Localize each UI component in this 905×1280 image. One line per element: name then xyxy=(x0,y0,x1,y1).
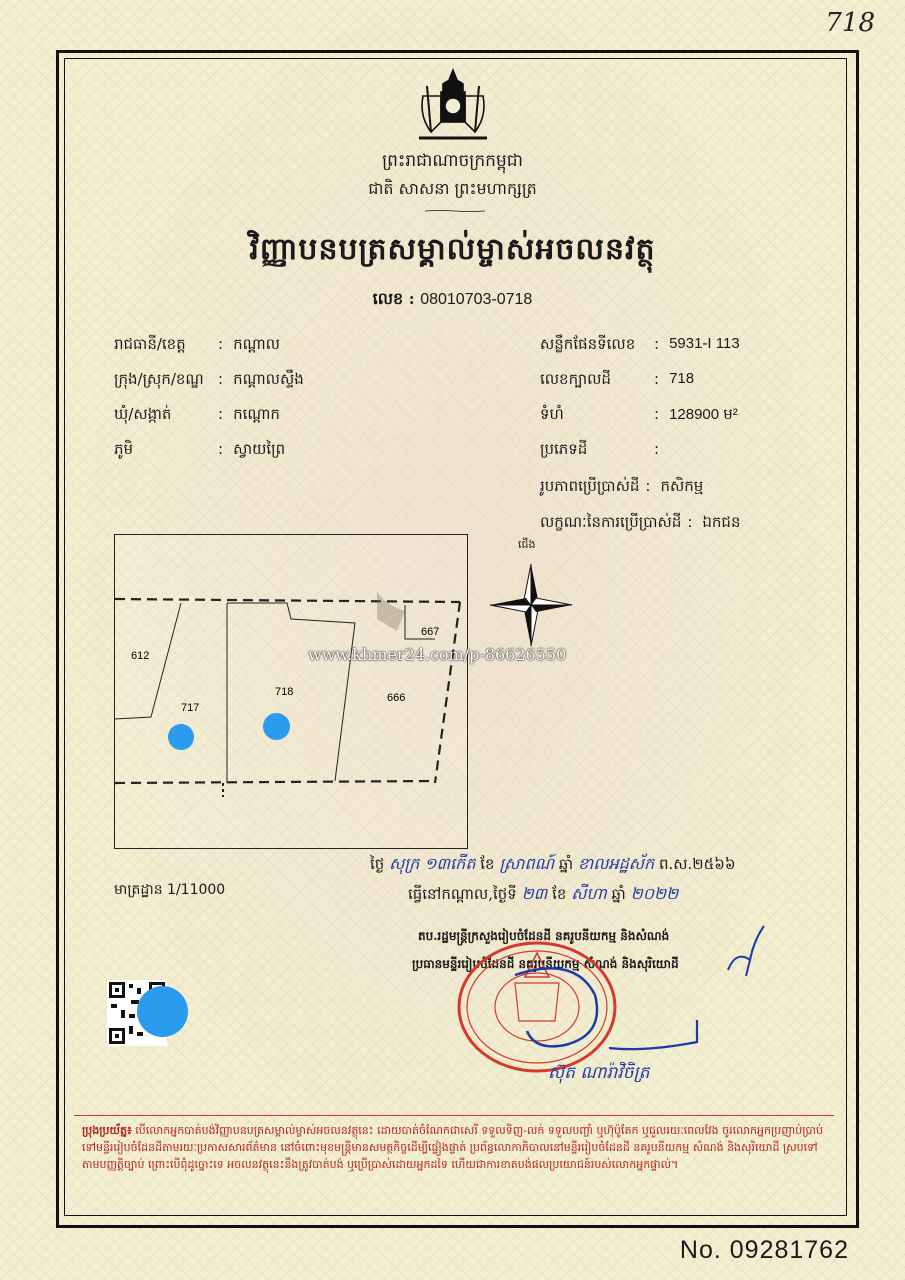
lunar-month-label: ខែ xyxy=(480,855,495,873)
land-use-nature-label: លក្ខណៈនៃការប្រើប្រាស់ដី xyxy=(540,513,682,531)
land-use-label: រូបភាពប្រើប្រាស់ដី xyxy=(540,477,640,495)
parcel-number-label: លេខក្បាលដី xyxy=(540,370,611,388)
solar-day: ២៣ xyxy=(521,884,548,903)
certificate-number: លេខ : 08010703-0718 xyxy=(372,289,533,308)
lunar-day: សុក្រ ១៣កើត xyxy=(389,854,476,873)
solar-year-label: ឆ្នាំ xyxy=(611,885,626,903)
province-row: រាជធានី/ខេត្ត : កណ្ដាល xyxy=(114,335,280,357)
watermark-text: www.khmer24.com/p-86626550 xyxy=(308,645,567,664)
signatory-line-2: ប្រធានមន្ទីររៀបចំដែនដី នគរូបនីយកម្ម សំណង់ និងសុរិយោដី xyxy=(412,957,679,971)
area-label: ទំហំ xyxy=(540,405,564,423)
map-scale: មាត្រដ្ឋាន 1/11000 xyxy=(114,882,226,898)
plot-label-718: 718 xyxy=(275,686,294,698)
certificate-number-label: លេខ xyxy=(372,289,404,308)
certificate-title: វិញ្ញាបនបត្រសម្គាល់ម្ចាស់អចលនវត្ថុ xyxy=(249,232,656,267)
ornament-divider xyxy=(395,210,515,212)
cadastral-map xyxy=(114,534,468,849)
parcel-number-row: លេខក្បាលដី : 718 xyxy=(540,370,694,392)
province-value: កណ្ដាល xyxy=(233,336,280,353)
map-sheet-row: សន្លឹកផែនទីលេខ : 5931-I 113 xyxy=(540,335,740,357)
solar-month-label: ខែ xyxy=(552,885,567,903)
handwritten-number: 718 xyxy=(825,8,875,38)
signature-stroke-icon xyxy=(605,1018,700,1058)
redaction-dot xyxy=(263,713,290,740)
solar-date xyxy=(408,883,678,907)
commune-row: ឃុំ/សង្កាត់ : កណ្ដោក xyxy=(114,405,280,427)
serial-number: No. 09281762 xyxy=(679,1236,849,1264)
kingdom-heading: ព្រះរាជាណាចក្រកម្ពុជា xyxy=(382,151,523,171)
province-label: រាជធានី/ខេត្ត xyxy=(114,335,186,353)
land-use-nature-value: ឯកជន xyxy=(702,514,741,531)
lunar-year-label: ឆ្នាំ xyxy=(558,855,574,873)
area-row: ទំហំ : 128900 ម² xyxy=(540,405,738,427)
lunar-era: ព.ស.២៥៦៦ xyxy=(658,855,736,873)
certificate-number-value: 08010703-0718 xyxy=(420,291,533,308)
lunar-month: ស្រាពណ៍ xyxy=(499,854,555,873)
solar-date-prefix: ធ្វើនៅកណ្ដាល,ថ្ងៃទី xyxy=(408,885,517,903)
plot-label-717: 717 xyxy=(181,702,200,714)
signatory-name: ស៊ុត ណារ៉ាវិចិត្រ xyxy=(548,1063,650,1083)
district-label: ក្រុង/ស្រុក/ខណ្ឌ xyxy=(114,370,204,388)
plot-label-612: 612 xyxy=(131,650,150,662)
commune-value: កណ្ដោក xyxy=(233,406,280,423)
parcel-number-value: 718 xyxy=(669,370,695,387)
land-type-label: ប្រភេទដី xyxy=(540,440,588,458)
north-label: ជើង xyxy=(518,538,536,551)
district-row: ក្រុង/ស្រុក/ខណ្ឌ : កណ្ដាលស្ទឹង xyxy=(114,370,304,392)
notice-box xyxy=(74,1115,834,1196)
solar-year: ២០២២ xyxy=(630,884,679,903)
redaction-dot xyxy=(137,986,188,1037)
compass-rose-icon xyxy=(488,560,574,650)
plot-label-667: 667 xyxy=(421,626,440,638)
solar-month: សីហា xyxy=(571,884,607,903)
lunar-date-prefix: ថ្ងៃ xyxy=(370,855,385,873)
redaction-dot xyxy=(168,724,194,750)
notice-label: ប្រុងប្រយ័ត្ន៖ xyxy=(82,1124,132,1137)
land-use-nature-row: លក្ខណៈនៃការប្រើប្រាស់ដី : ឯកជន xyxy=(540,513,740,535)
land-use-row: រូបភាពប្រើប្រាស់ដី : កសិកម្ម xyxy=(540,477,703,499)
map-sheet-label: សន្លឹកផែនទីលេខ xyxy=(540,335,636,353)
village-value: ស្វាយព្រៃ xyxy=(233,441,286,458)
royal-arms-emblem-icon xyxy=(413,66,493,144)
village-row: ភូមិ : ស្វាយព្រៃ xyxy=(114,440,285,462)
motto-heading: ជាតិ សាសនា ព្រះមហាក្សត្រ xyxy=(368,179,537,198)
signature-mark-icon xyxy=(720,920,770,980)
plot-label-666: 666 xyxy=(387,692,406,704)
land-type-row: ប្រភេទដី : xyxy=(540,440,669,462)
signatory-line-1: តប.រដ្ឋមន្ត្រីក្រសួងរៀបចំដែនដី នគរូបនីយកម្ម និងសំណង់ xyxy=(418,929,670,943)
notice-text: បើលោកអ្នកបាត់បង់វិញ្ញាបនបត្រសម្គាល់ម្ចាស់អចលនវត្ថុនេះ ដោយបាត់ចំណែកជាសេរី ទទួលទិញ-លក់ ទទួលបញ្ចាំ ឬហ៊ុប៉ូតែក ឬជួលរយៈពេលវែង ចូរលោកអ្នកប្រញាប់ប្រាប់ទៅមន្ទីររៀបចំដែនដីតាមរយៈប្រកាសសារព័ត៌មាន នៅចំពោះមុខមន្ត្រីមានសមត្ថកិច្ចដើម្បីផ្ទៀងផ្ទាត់ ប្រព័ន្ធលោកាភិបាលនៅមន្ទីររៀបចំដែនដី នគរូបនីយកម្ម សំណង់ និងសុរិយោដី ស្របទៅតាមបញ្ញត្តិច្បាប់ ព្រោះបើពុំដូច្នោះទេ អចលនវត្ថុនេះនឹងត្រូវបាត់បង់ ឬប្រើប្រាស់ដោយអ្នកដទៃ ហើយជាការខាតបង់ផលប្រយោជន៍របស់លោកអ្នកផ្ទាល់។ xyxy=(82,1124,823,1171)
village-label: ភូមិ xyxy=(114,440,134,458)
district-value: កណ្ដាលស្ទឹង xyxy=(233,371,304,388)
official-seal-icon xyxy=(455,935,620,1075)
lunar-year: ខាលអដ្ឋស័ក xyxy=(577,854,655,873)
land-use-value: កសិកម្ម xyxy=(660,478,704,495)
area-value: 128900 ម² xyxy=(669,406,738,423)
map-sheet-value: 5931-I 113 xyxy=(669,335,740,352)
lunar-date xyxy=(370,853,736,877)
commune-label: ឃុំ/សង្កាត់ xyxy=(114,405,172,423)
